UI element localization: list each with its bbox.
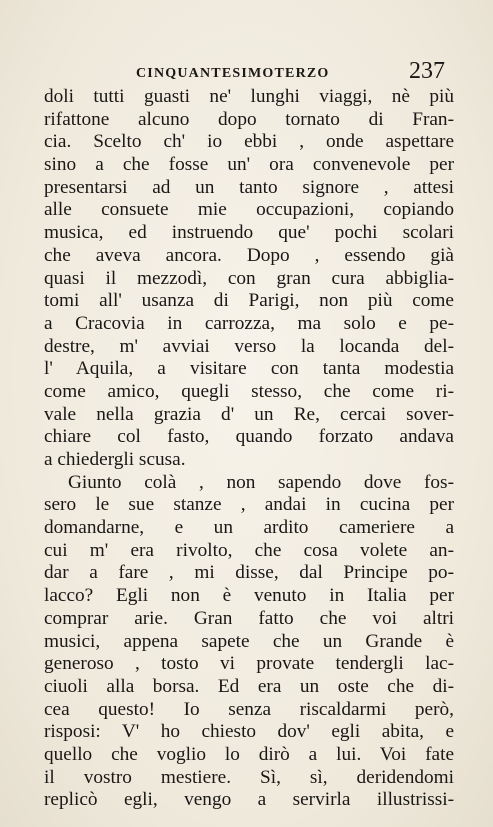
page-number: 237 bbox=[409, 58, 445, 84]
text-line: tomi all' usanza di Parigi, non più come bbox=[44, 290, 454, 312]
paragraph-start-line: Giunto colà , non sapendo dove fos- bbox=[68, 471, 454, 493]
page-header bbox=[48, 60, 445, 88]
text-line: che aveva ancora. Dopo , essendo già bbox=[44, 244, 454, 266]
text-line: quasi il mezzodì, con gran cura abbiglia- bbox=[44, 267, 454, 289]
text-line: come amico, quegli stesso, che come ri- bbox=[44, 380, 454, 402]
text-line: doli tutti guasti ne' lunghi viaggi, nè più bbox=[44, 86, 454, 107]
text-line: destre, m' avviai verso la locanda del- bbox=[44, 335, 454, 357]
text-line: lacco? Egli non è venuto in Italia per bbox=[44, 585, 454, 607]
text-line: cia. Scelto ch' io ebbi , onde aspettare bbox=[44, 131, 454, 153]
text-line: sino a che fosse un' ora convenevole per bbox=[44, 154, 454, 176]
text-line: risposi: V' ho chiesto dov' egli abita, e bbox=[44, 721, 454, 743]
text-line: cea questo! Io senza riscaldarmi però, bbox=[44, 698, 454, 720]
paragraph-end-line: a chiedergli scusa. bbox=[44, 449, 186, 470]
text-line: vale nella grazia d' un Re, cercai sover- bbox=[44, 403, 454, 425]
text-line: alle consuete mie occupazioni, copiando bbox=[44, 199, 454, 221]
text-line: chiare col fasto, quando forzato andava bbox=[44, 426, 454, 448]
text-line: musica, ed instruendo que' pochi scolari bbox=[44, 222, 454, 244]
text-line: a Cracovia in carrozza, ma solo e pe- bbox=[44, 312, 454, 334]
text-line: presentarsi ad un tanto signore , attesi bbox=[44, 176, 454, 198]
text-line: generoso , tosto vi provate tendergli lac- bbox=[44, 653, 454, 675]
text-line: sero le sue stanze , andai in cucina per bbox=[44, 494, 454, 516]
body-text bbox=[44, 86, 454, 812]
text-line: il vostro mestiere. Sì, sì, deridendomi bbox=[44, 766, 454, 788]
text-line: ciuoli alla borsa. Ed era un oste che di- bbox=[44, 675, 454, 697]
text-line: domandarne, e un ardito cameriere a bbox=[44, 517, 454, 539]
text-line: rifattone alcuno dopo tornato di Fran- bbox=[44, 108, 454, 130]
running-title: CINQUANTESIMOTERZO bbox=[136, 66, 330, 81]
text-line: replicò egli, vengo a servirla illustrissi- bbox=[44, 789, 454, 811]
text-line: quello che voglio lo dirò a lui. Voi fate bbox=[44, 743, 454, 765]
text-line: l' Aquila, a visitare con tanta modestia bbox=[44, 358, 454, 380]
text-line: dar a fare , mi disse, dal Principe po- bbox=[44, 562, 454, 584]
text-line: musici, appena sapete che un Grande è bbox=[44, 630, 454, 652]
text-line: comprar arie. Gran fatto che voi altri bbox=[44, 607, 454, 629]
text-line: cui m' era rivolto, che cosa volete an- bbox=[44, 539, 454, 561]
